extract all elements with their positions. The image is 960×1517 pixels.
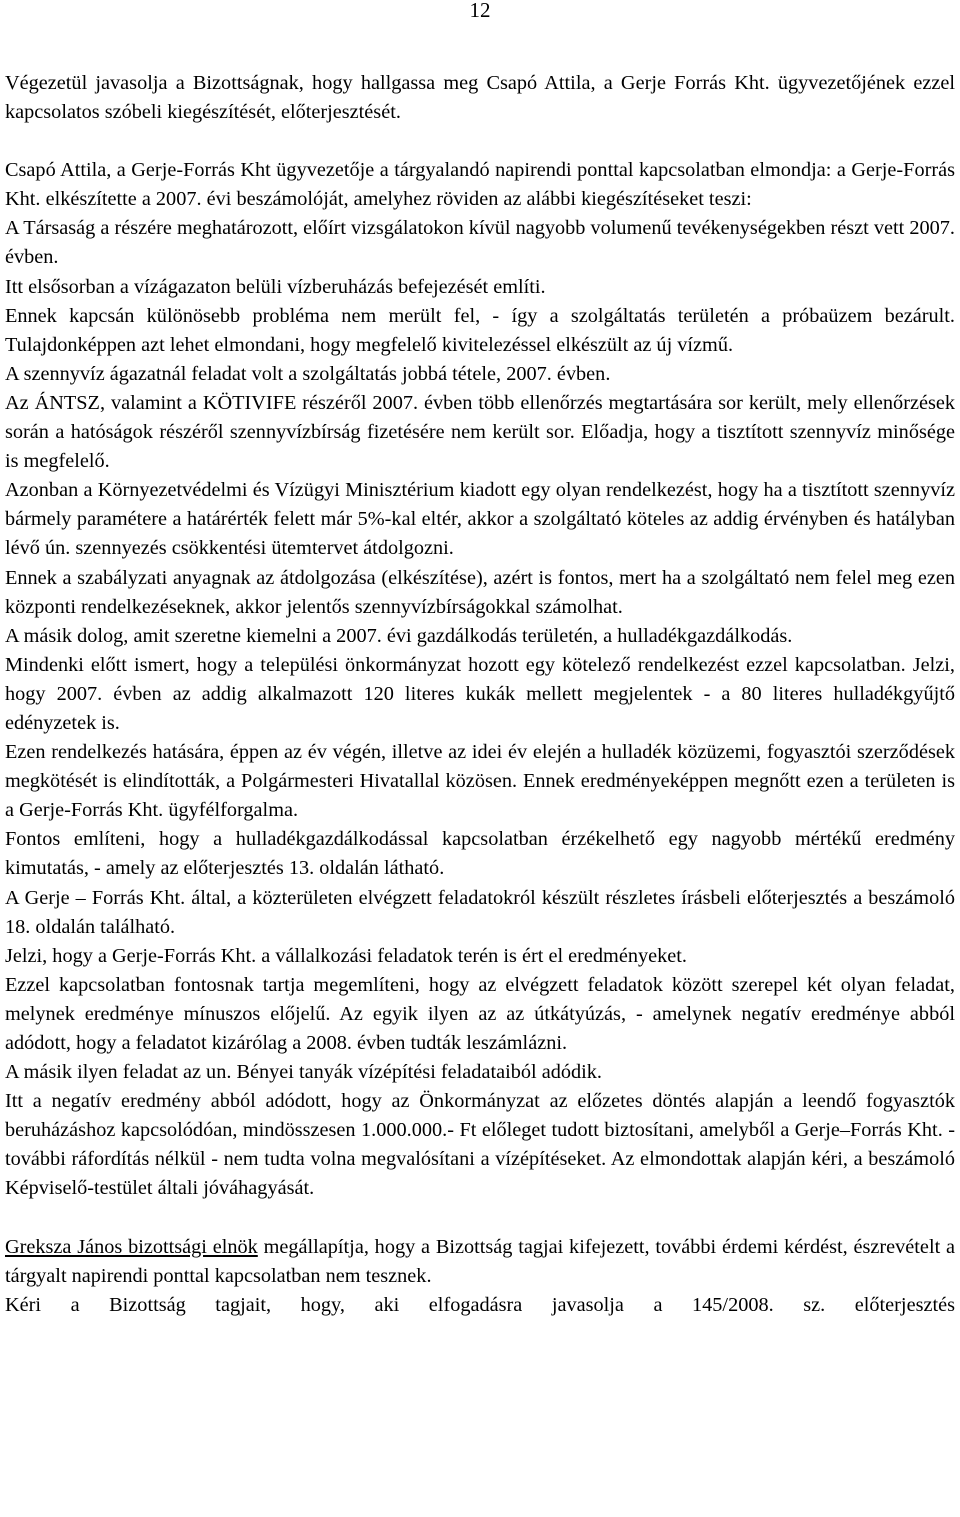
paragraph: Fontos említeni, hogy a hulladékgazdálkodással kapcsolatban érzékelhető egy nagyobb mértékű eredmény kimutatás, - amely az előterjesztés 13. oldalán látható. (5, 828, 955, 880)
paragraph: Jelzi, hogy a Gerje-Forrás Kht. a vállalkozási feladatok terén is ért el eredményeket. (5, 944, 687, 967)
closing-statement: megállapítja, hogy a Bizottság tagjai kifejezett, további érdemi kérdést, észrevételt a tárgyalt napirendi ponttal kapcsolatban nem tesznek. (5, 1235, 955, 1287)
paragraph: Ennek kapcsán különösebb probléma nem merült fel, - így a szolgáltatás területén a próbaüzem bezárult. Tulajdonképpen azt lehet elmondani, hogy megfelelő kivitelezéssel elkészült az új vízmű. (5, 304, 955, 356)
paragraph: A szennyvíz ágazatnál feladat volt a szolgáltatás jobbá tétele, 2007. évben. (5, 362, 611, 385)
closing-paragraph (5, 1233, 955, 1291)
paragraph: Ezzel kapcsolatban fontosnak tartja megemlíteni, hogy az elvégzett feladatok között szerepel két olyan feladat, melynek eredménye mínuszos előjelű. Az egyik ilyen az az útkátyúzás, - amelynek negatív eredménye abból adódott, hogy a feladatot kizárólag a 2008. évben tudták leszámlázni. (5, 973, 955, 1054)
paragraph: Azonban a Környezetvédelmi és Vízügyi Minisztérium kiadott egy olyan rendelkezést, hogy ha a tisztított szennyvíz bármely paramétere a határérték felett már 5%-kal eltér, akkor a szolgáltató köteles az addig érvényben és hatályban lévő ún. szennyezés csökkentési ütemtervet átdolgozni. (5, 479, 955, 560)
paragraph: Csapó Attila, a Gerje-Forrás Kht ügyvezetője a tárgyalandó napirendi ponttal kapcsolatban elmondja: a Gerje-Forrás Kht. elkészítette a 2007. évi beszámolóját, amelyhez röviden az alábbi kiegészítéseket teszi: (5, 159, 955, 211)
paragraph: Mindenki előtt ismert, hogy a települési önkormányzat hozott egy kötelező rendelkezést ezzel kapcsolatban. Jelzi, hogy 2007. évben az addig alkalmazott 120 literes kukák mellett megjelentek - a 80 literes hulladékgyűjtő edényzetek is. (5, 653, 955, 734)
paragraph: Itt elsősorban a vízágazaton belüli vízberuházás befejezését említi. (5, 275, 546, 298)
paragraph: Végezetül javasolja a Bizottságnak, hogy hallgassa meg Csapó Attila, a Gerje Forrás Kht. ügyvezetőjének ezzel kapcsolatos szóbeli kiegészítését, előterjesztését. (5, 72, 955, 124)
paragraph: Ennek a szabályzati anyagnak az átdolgozása (elkészítése), azért is fontos, mert ha a szolgáltató nem felel meg ezen központi rendelkezéseknek, akkor jelentős szennyvízbírságokkal számolhat. (5, 566, 955, 618)
paragraph: Ezen rendelkezés hatására, éppen az év végén, illetve az idei év elején a hulladék közüzemi, fogyasztói szerződések megkötését is elindították, a Polgármesteri Hivatallal közösen. Ennek eredményeképpen megnőtt ezen a területen is a Gerje-Forrás Kht. ügyfélforgalma. (5, 741, 955, 822)
document-body (5, 69, 955, 1320)
page-number: 12 (469, 0, 491, 22)
paragraph: Itt a negatív eredmény abból adódott, hogy az Önkormányzat az előzetes döntés alapján a leendő fogyasztók beruházáshoz kapcsolódóan, mindösszesen 1.000.000.- Ft előleget tudott biztosítani, amelyből a Gerje–Forrás Kht. - további ráfordítás nélkül - nem tudta volna megvalósítani a vízépítéseket. Az elmondottak alapján kéri, a beszámoló Képviselő-testület általi jóváhagyását. (5, 1090, 955, 1200)
paragraph: A másik ilyen feladat az un. Bényei tanyák vízépítési feladataiból adódik. (5, 1061, 602, 1084)
chairman-name: Greksza János bizottsági elnök (5, 1235, 258, 1258)
paragraph: A Társaság a részére meghatározott, előírt vizsgálatokon kívül nagyobb volumenű tevékenységekben részt vett 2007. évben. (5, 217, 955, 269)
paragraph: A másik dolog, amit szeretne kiemelni a 2007. évi gazdálkodás területén, a hulladékgazdálkodás. (5, 624, 793, 647)
last-line: Kéri a Bizottság tagjait, hogy, aki elfogadásra javasolja a 145/2008. sz. előterjesztés (5, 1293, 955, 1316)
paragraph: A Gerje – Forrás Kht. által, a közterületen elvégzett feladatokról készült részletes írásbeli előterjesztés a beszámoló 18. oldalán található. (5, 886, 955, 938)
paragraph: Az ÁNTSZ, valamint a KÖTIVIFE részéről 2007. évben több ellenőrzés megtartására sor került, mely ellenőrzések során a hatóságok részéről szennyvízbírság fizetésére nem került sor. Előadja, hogy a tisztított szennyvíz minősége is megfelelő. (5, 391, 955, 473)
